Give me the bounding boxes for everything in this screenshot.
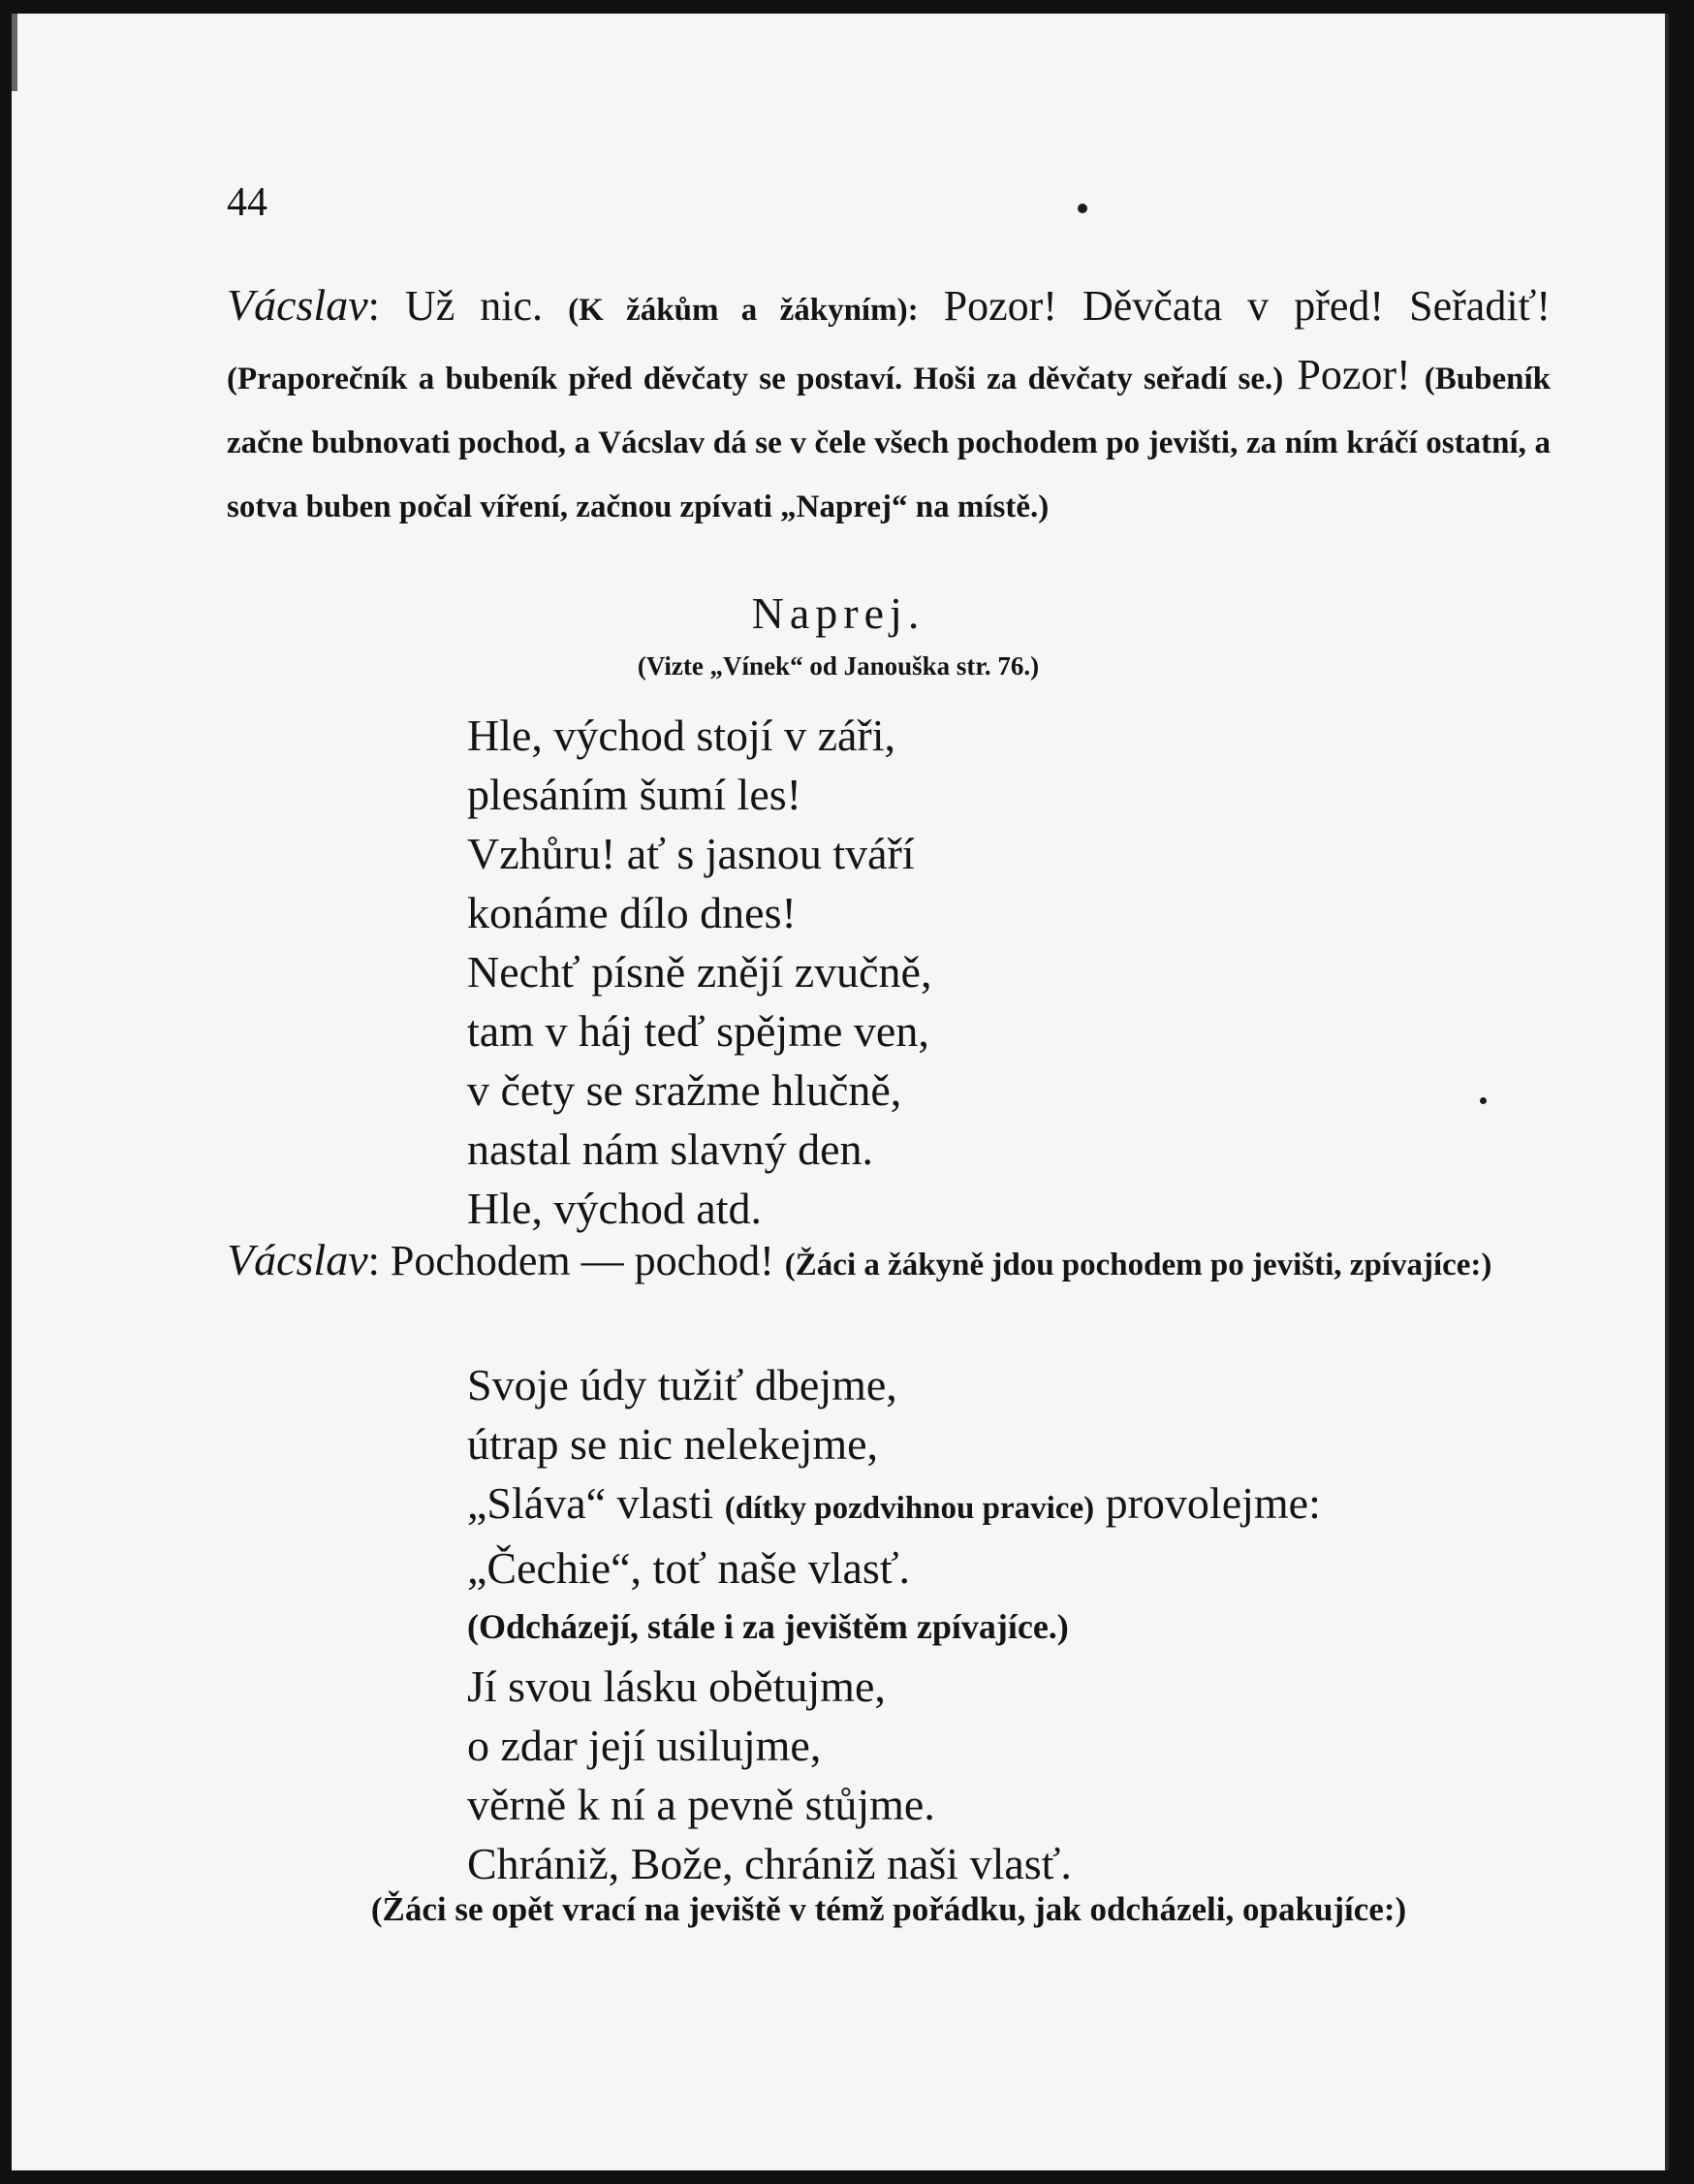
verse-line: Chrániž, Bože, chrániž naši vlasť. [467, 1839, 1072, 1888]
verse-line: plesáním šumí les! [467, 770, 801, 819]
stage-direction: (dítky pozdvihnou pravice) [724, 1491, 1095, 1526]
verse-line: Hle, východ atd. [467, 1184, 763, 1233]
stage-direction: (Žáci a žákyně jdou pochodem po jevišti, zpívajíce:) [784, 1248, 1492, 1282]
verse-line: v čety se sražme hlučně, [467, 1065, 902, 1115]
verse-line: Vzhůru! ať s jasnou tváří [467, 829, 915, 878]
verse-line: tam v háj teď spějme ven, [467, 1006, 929, 1056]
verse-line: útrap se nic nelekejme, [467, 1419, 879, 1469]
speaker-name: Vácslav [227, 280, 368, 330]
stage-direction: (K žákům a žákyním): [568, 293, 919, 328]
stage-direction-final: (Žáci se opět vrací na jeviště v témž pořádku, jak odcházeli, opakujíce:) [370, 1890, 1407, 1928]
page [12, 14, 1669, 2170]
page-number: 44 [227, 180, 267, 225]
ink-dot [1480, 1097, 1487, 1104]
verse-line: o zdar její usilujme, [467, 1721, 822, 1770]
song-reference: (Vizte „Vínek“ od Janouška str. 76.) [637, 651, 1040, 681]
verse-line: Jí svou lásku obětujme, [467, 1662, 886, 1711]
song-title: Naprej. [751, 588, 925, 638]
verse-line: „Sláva“ vlasti (dítky pozdvihnou pravice) provolejme: [467, 1478, 1321, 1528]
verse-line: Svoje údy tužiť dbejme, [467, 1360, 897, 1409]
verse-line: konáme dílo dnes! [467, 888, 797, 937]
verse-line: „Čechie“, toť naše vlasť. [467, 1543, 910, 1593]
verse-2 [467, 1355, 1321, 1893]
verse-line: Hle, východ stojí v záři, [467, 711, 896, 760]
dialogue-paragraph-2: Vácslav: Pochodem — pochod! (Žáci a žákyně jdou pochodem po jevišti, zpívajíce:) [227, 1235, 1492, 1284]
dialogue-paragraph-1: Vácslav: Už nic. (K žákům a žákyním): Pozor! Děvčata v před! Seřadiť! (Praporečník a bubeník před děvčaty se postaví. Hoši za děvčaty seřadí se.) Pozor! (Bubeník začne bubnovati pochod, a Vácslav dá se v čele všech pochodem po jevišti, za ním kráčí ostatní, a sotva buben počal víření, začnou zpívati „Naprej“ na místě.) [227, 280, 1551, 524]
verse-line: nastal nám slavný den. [467, 1124, 874, 1174]
scan-edge [12, 14, 17, 91]
stage-direction: (Odcházejí, stále i za jevištěm zpívajíce.) [467, 1607, 1069, 1646]
verse-line: Nechť písně znějí zvučně, [467, 947, 932, 997]
verse-1 [467, 706, 931, 1238]
speaker-name: Vácslav [227, 1235, 368, 1284]
stage-direction: (Bubeník začne bubnovati pochod, a Vácslav dá se v čele všech pochodem po jevišti, za ním kráčí ostatní, a sotva buben počal víření, začnou zpívati „Naprej“ na místě.) [227, 362, 1551, 524]
verse-line: věrně k ní a pevně stůjme. [467, 1780, 935, 1829]
ink-dot [1078, 204, 1087, 213]
stage-direction: (Praporečník a bubeník před děvčaty se postaví. Hoši za děvčaty seřadí se.) [227, 362, 1284, 396]
